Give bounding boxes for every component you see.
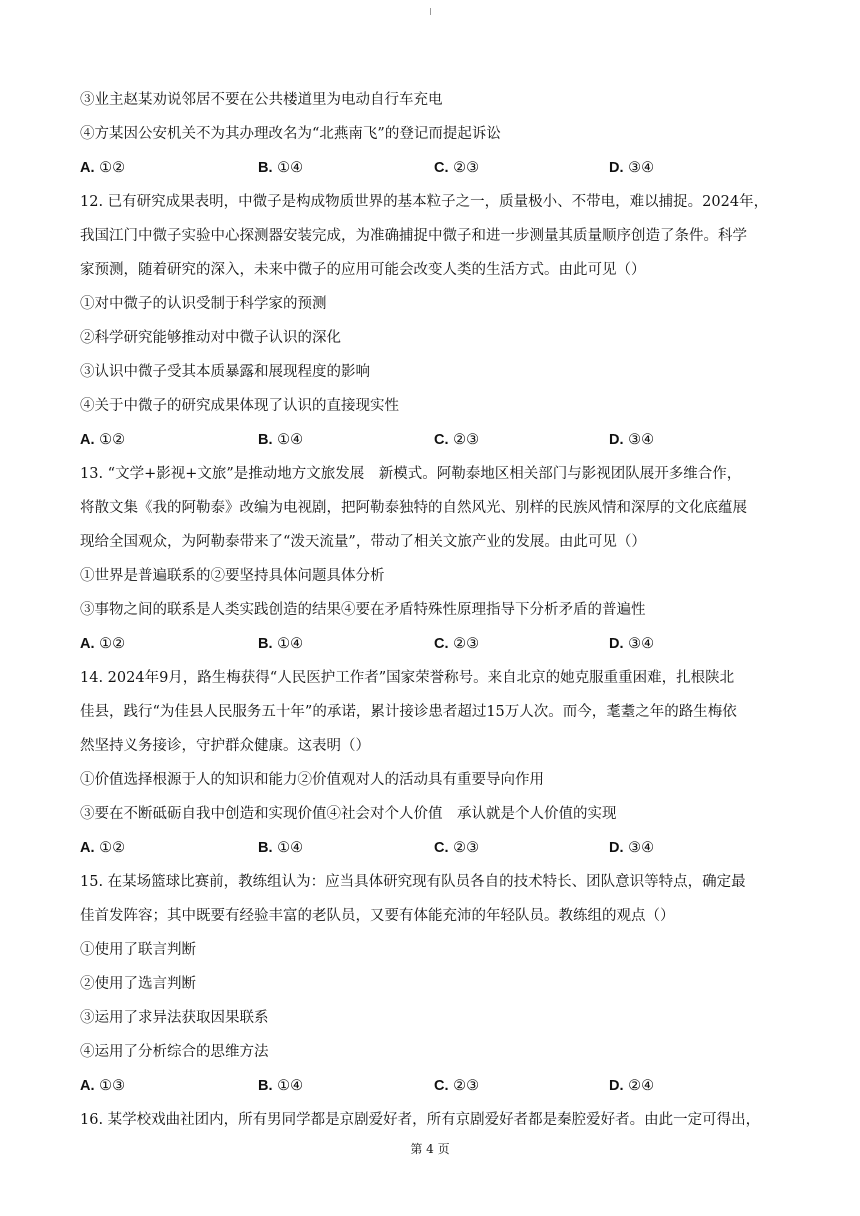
question-15-text: 佳首发阵容；其中既要有经验丰富的老队员，又要有体能充沛的年轻队员。教练组的观点（） bbox=[80, 908, 675, 924]
option-a: A. ①② bbox=[80, 840, 126, 856]
answer-options bbox=[80, 158, 780, 178]
option-d: D. ③④ bbox=[609, 636, 655, 652]
option-c: C. ②③ bbox=[434, 432, 480, 448]
option-a: A. ①② bbox=[80, 636, 126, 652]
option-item: ③业主赵某劝说邻居不要在公共楼道里为电动自行车充电 bbox=[80, 92, 443, 108]
option-item: ④运用了分析综合的思维方法 bbox=[80, 1044, 269, 1060]
option-b: B. ①④ bbox=[258, 1078, 304, 1094]
option-item: ③运用了求异法获取因果联系 bbox=[80, 1010, 269, 1026]
option-item: ①使用了联言判断 bbox=[80, 942, 196, 958]
page-number: 第 4 页 bbox=[410, 1142, 450, 1156]
answer-options bbox=[80, 634, 780, 654]
option-item: ④方某因公安机关不为其办理改名为“北燕南飞”的登记而提起诉讼 bbox=[80, 126, 501, 142]
option-item: ②科学研究能够推动对中微子认识的深化 bbox=[80, 330, 341, 346]
question-14-text: 14. 2024年9月，路生梅获得“人民医护工作者”国家荣誉称号。来自北京的她克服重重困难，扎根陕北 bbox=[80, 670, 735, 686]
option-item: ①世界是普遍联系的②要坚持具体问题具体分析 bbox=[80, 568, 385, 584]
question-13-text: 将散文集《我的阿勒泰》改编为电视剧，把阿勒泰独特的自然风光、别样的民族风情和深厚的文化底蕴展 bbox=[80, 500, 747, 516]
answer-options bbox=[80, 1076, 780, 1096]
option-item: ③认识中微子受其本质暴露和展现程度的影响 bbox=[80, 364, 370, 380]
top-mark bbox=[430, 8, 431, 15]
answer-options bbox=[80, 838, 780, 858]
question-14-text: 佳县，践行“为佳县人民服务五十年”的承诺，累计接诊患者超过15万人次。而今，耄耋之年的路生梅依 bbox=[80, 704, 737, 720]
option-d: D. ③④ bbox=[609, 432, 655, 448]
option-d: D. ③④ bbox=[609, 840, 655, 856]
answer-options bbox=[80, 430, 780, 450]
option-d: D. ③④ bbox=[609, 160, 655, 176]
question-16-text: 16. 某学校戏曲社团内，所有男同学都是京剧爱好者，所有京剧爱好者都是秦腔爱好者。由此一定可得出， bbox=[80, 1112, 761, 1128]
question-13-text: 13. “文学+影视+文旅”是推动地方文旅发展 新模式。阿勒泰地区相关部门与影视团队展开多维合作， bbox=[80, 466, 742, 482]
option-a: A. ①② bbox=[80, 432, 126, 448]
question-14-text: 然坚持义务接诊，守护群众健康。这表明（） bbox=[80, 738, 370, 754]
option-item: ③要在不断砥砺自我中创造和实现价值④社会对个人价值 承认就是个人价值的实现 bbox=[80, 806, 617, 822]
option-c: C. ②③ bbox=[434, 840, 480, 856]
option-c: C. ②③ bbox=[434, 636, 480, 652]
option-d: D. ②④ bbox=[609, 1078, 655, 1094]
option-b: B. ①④ bbox=[258, 432, 304, 448]
option-b: B. ①④ bbox=[258, 840, 304, 856]
question-12-text: 我国江门中微子实验中心探测器安装完成，为准确捕捉中微子和进一步测量其质量顺序创造了条件。科学 bbox=[80, 228, 747, 244]
option-b: B. ①④ bbox=[258, 636, 304, 652]
option-item: ④关于中微子的研究成果体现了认识的直接现实性 bbox=[80, 398, 399, 414]
option-b: B. ①④ bbox=[258, 160, 304, 176]
question-13-text: 现给全国观众，为阿勒泰带来了“泼天流量”，带动了相关文旅产业的发展。由此可见（） bbox=[80, 534, 646, 550]
question-12-text: 12. 已有研究成果表明，中微子是构成物质世界的基本粒子之一，质量极小、不带电，难以捕捉。2024年， bbox=[80, 194, 769, 210]
option-c: C. ②③ bbox=[434, 1078, 480, 1094]
question-12-text: 家预测，随着研究的深入，未来中微子的应用可能会改变人类的生活方式。由此可见（） bbox=[80, 262, 646, 278]
option-c: C. ②③ bbox=[434, 160, 480, 176]
option-a: A. ①③ bbox=[80, 1078, 126, 1094]
option-a: A. ①② bbox=[80, 160, 126, 176]
option-item: ①价值选择根源于人的知识和能力②价值观对人的活动具有重要导向作用 bbox=[80, 772, 544, 788]
option-item: ②使用了选言判断 bbox=[80, 976, 196, 992]
question-15-text: 15. 在某场篮球比赛前，教练组认为：应当具体研究现有队员各自的技术特长、团队意识等特点，确定最 bbox=[80, 874, 746, 890]
option-item: ③事物之间的联系是人类实践创造的结果④要在矛盾特殊性原理指导下分析矛盾的普遍性 bbox=[80, 602, 646, 618]
option-item: ①对中微子的认识受制于科学家的预测 bbox=[80, 296, 327, 312]
